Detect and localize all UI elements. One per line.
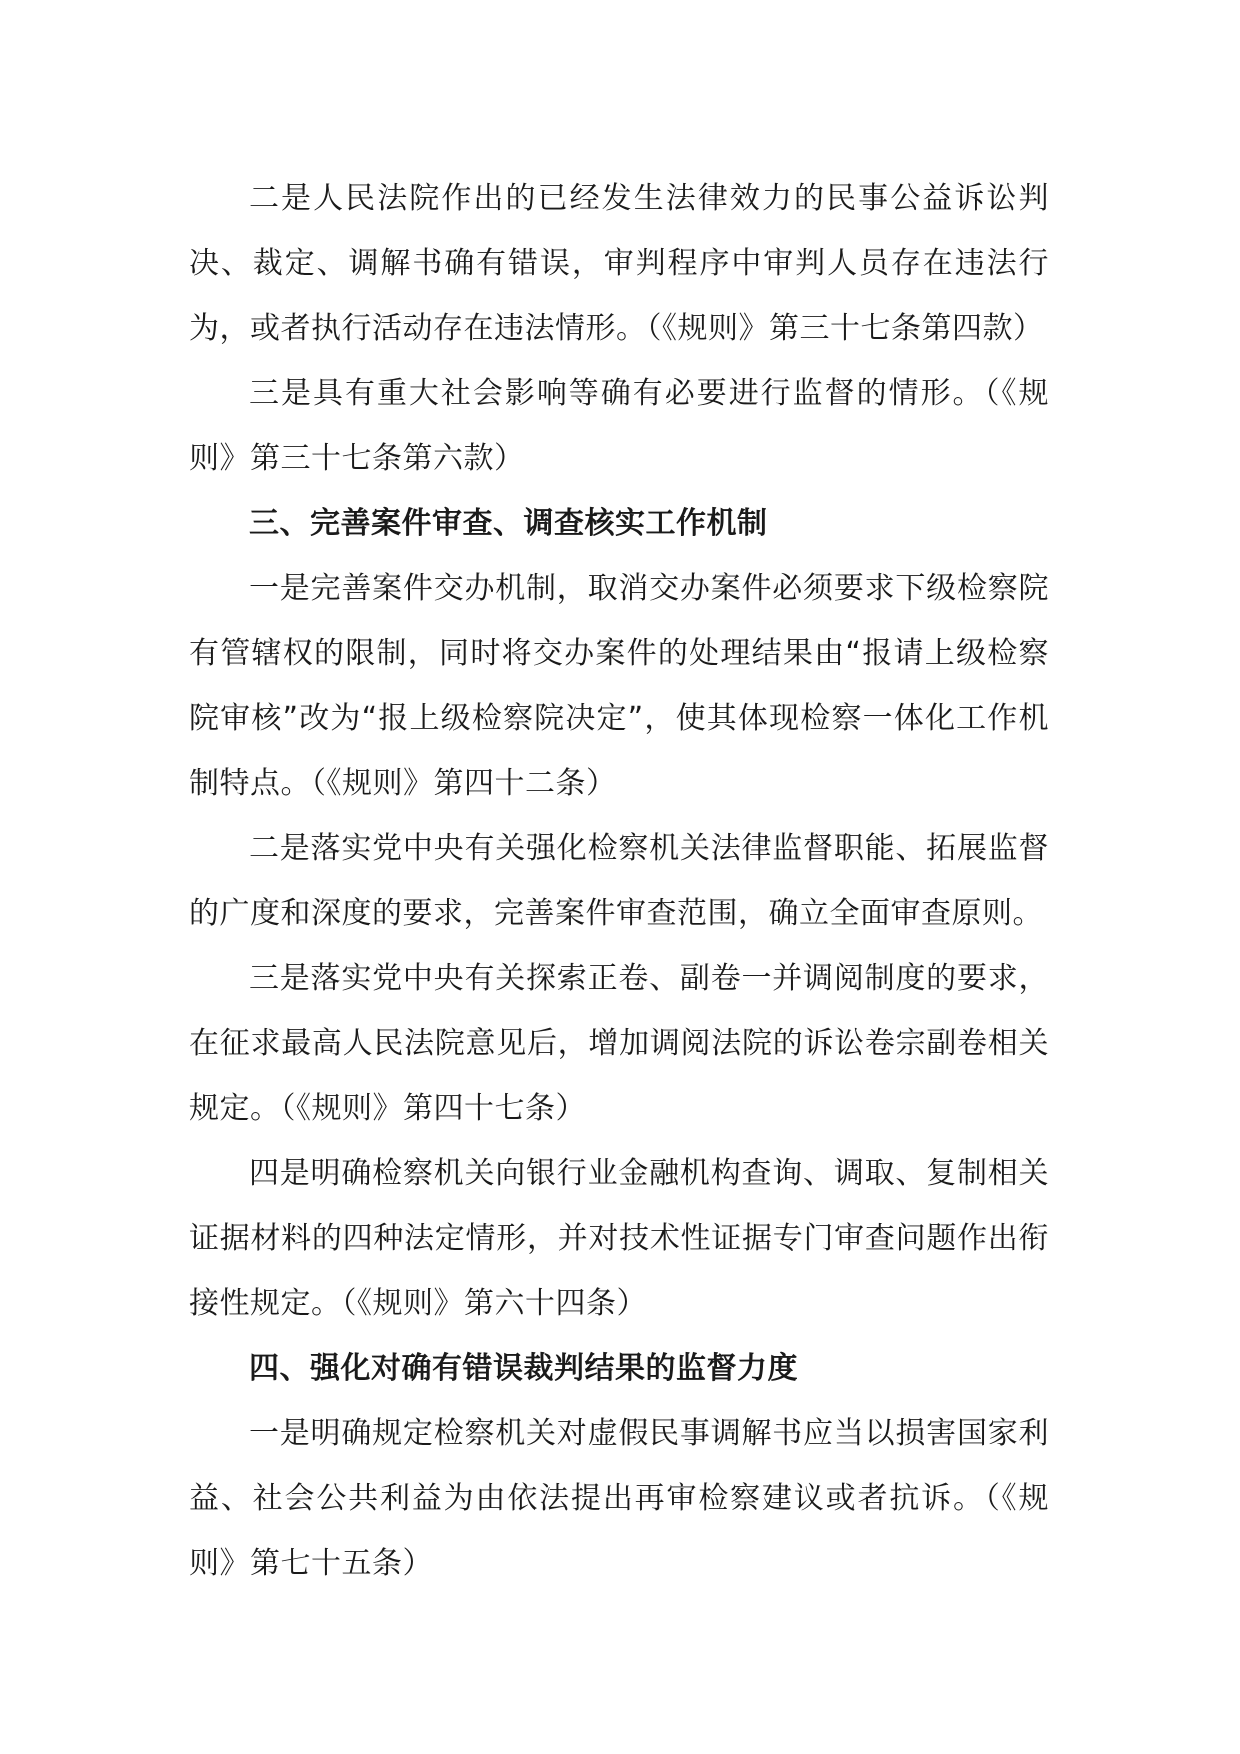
paragraph-public-interest-litigation-errors: 二是人民法院作出的已经发生法律效力的民事公益诉讼判决、裁定、调解书确有错误，审判程序中审判人员存在违法行为，或者执行活动存在违法情形。（《规则》第三十七条第四款）: [189, 181, 1049, 346]
paragraph-case-assignment-mechanism: 一是完善案件交办机制，取消交办案件必须要求下级检察院有管辖权的限制，同时将交办案件的处理结果由“报请上级检察院审核”改为“报上级检察院决定”，使其体现检察一体化工作机制特点。（《规则》第四十二条）: [189, 571, 1049, 801]
paragraph-major-social-impact: 三是具有重大社会影响等确有必要进行监督的情形。（《规则》第三十七条第六款）: [189, 376, 1049, 476]
document-page: [189, 166, 1049, 1596]
paragraph-bank-inquiry: 四是明确检察机关向银行业金融机构查询、调取、复制相关证据材料的四种法定情形，并对技术性证据专门审查问题作出衔接性规定。（《规则》第六十四条）: [189, 1156, 1049, 1321]
section-heading-3: 三、完善案件审查、调查核实工作机制: [249, 506, 768, 541]
section-heading-4: 四、强化对确有错误裁判结果的监督力度: [249, 1351, 798, 1386]
paragraph-comprehensive-review: 二是落实党中央有关强化检察机关法律监督职能、拓展监督的广度和深度的要求，完善案件审查范围，确立全面审查原则。: [189, 831, 1049, 931]
paragraph-file-access: 三是落实党中央有关探索正卷、副卷一并调阅制度的要求，在征求最高人民法院意见后，增加调阅法院的诉讼卷宗副卷相关规定。（《规则》第四十七条）: [189, 961, 1049, 1126]
paragraph-false-mediation: 一是明确规定检察机关对虚假民事调解书应当以损害国家利益、社会公共利益为由依法提出再审检察建议或者抗诉。（《规则》第七十五条）: [189, 1416, 1049, 1581]
